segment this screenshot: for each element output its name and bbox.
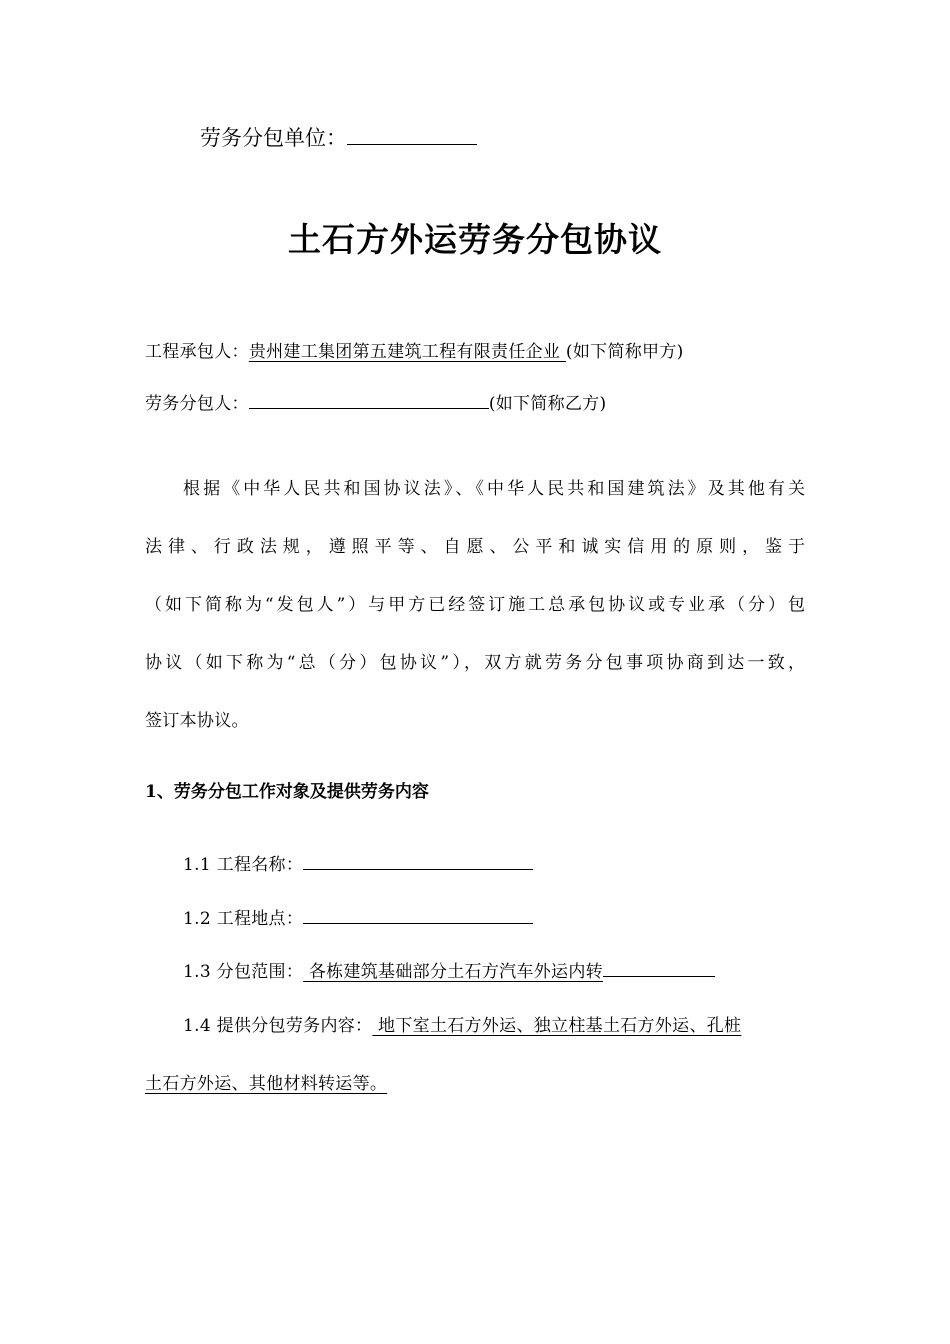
item-1-4-row [183, 1011, 741, 1036]
item-1-4-continuation [145, 1069, 387, 1094]
preamble-line-5: 签订本协议。 [145, 711, 249, 731]
contractor-row [145, 337, 684, 362]
preamble-line-1: 根据《中华人民共和国协议法》、《中华人民共和国建筑法》及其他有关 [183, 479, 805, 499]
subcontractor-label: 劳务分包人： [145, 394, 249, 414]
contractor-label: 工程承包人： [145, 342, 249, 362]
subcontractor-suffix: (如下简称乙方) [488, 394, 607, 414]
preamble-line-2: 法律、行政法规，遵照平等、自愿、公平和诚实信用的原则，鉴于 [145, 537, 805, 557]
preamble-line-4: 协议（如下称为“总（分）包协议”），双方就劳务分包事项协商到达一致， [145, 653, 805, 673]
subcontractor-blank[interactable] [249, 392, 489, 409]
subcontract-unit-blank[interactable] [347, 126, 477, 145]
item-1-1-label: 1.1 工程名称： [183, 855, 304, 875]
project-location-blank[interactable] [303, 907, 533, 924]
labor-content-value-line-1: 地下室土石方外运、独立柱基土石方外运、孔桩 [372, 1016, 742, 1036]
item-1-3-label: 1.3 分包范围： [183, 962, 304, 982]
item-1-1-row [183, 850, 533, 875]
contractor-suffix: (如下简称甲方) [565, 342, 684, 362]
item-1-2-label: 1.2 工程地点： [183, 909, 304, 929]
item-1-4-label: 1.4 提供分包劳务内容： [183, 1016, 373, 1036]
subcontract-unit-row [200, 122, 477, 152]
section-1-heading: 1、劳务分包工作对象及提供劳务内容 [145, 782, 429, 802]
subcontract-scope-blank [603, 960, 715, 977]
item-1-2-row [183, 904, 533, 929]
preamble-line-3: （如下简称为“发包人”）与甲方已经签订施工总承包协议或专业承（分）包 [145, 595, 805, 615]
item-1-3-row [183, 957, 715, 982]
contractor-name: 贵州建工集团第五建筑工程有限责任企业 [248, 342, 566, 362]
project-name-blank[interactable] [303, 853, 533, 870]
labor-content-value-line-2: 土石方外运、其他材料转运等。 [145, 1074, 388, 1094]
document-title: 土石方外运劳务分包协议 [288, 220, 662, 259]
subcontractor-row [145, 389, 606, 414]
subcontract-scope-value: 各栋建筑基础部分土石方汽车外运内转 [303, 962, 603, 982]
subcontract-unit-label: 劳务分包单位： [200, 126, 347, 150]
